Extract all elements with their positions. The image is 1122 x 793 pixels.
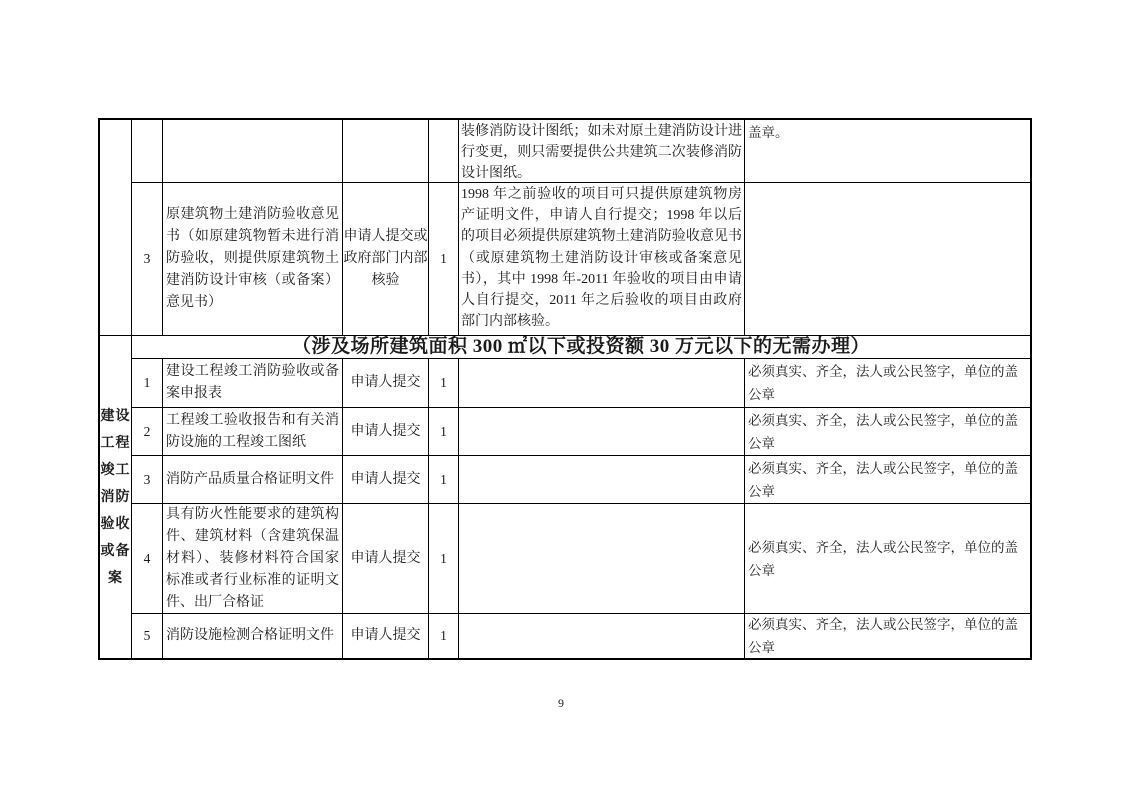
submit-method-cell: 申请人提交 bbox=[342, 503, 428, 613]
explanation-cell bbox=[458, 407, 744, 455]
carryover-explanation: 装修消防设计图纸；如未对原土建消防设计进行变更，则只需要提供公共建筑二次装修消防设计图纸。 bbox=[461, 124, 742, 182]
copies-cell: 1 bbox=[428, 503, 458, 613]
explanation-cell bbox=[458, 503, 744, 613]
remark-cell: 必须真实、齐全，法人或公民签字，单位的盖公章 bbox=[744, 407, 1030, 455]
submit-method-cell: 申请人提交 bbox=[342, 455, 428, 503]
explanation-cell bbox=[458, 613, 744, 658]
explanation-cell bbox=[458, 455, 744, 503]
copies-cell bbox=[428, 120, 458, 182]
copies-cell: 1 bbox=[428, 407, 458, 455]
remark-cell: 必须真实、齐全，法人或公民签字，单位的盖公章 bbox=[744, 503, 1030, 613]
carryover-remark: 盖章。 bbox=[748, 125, 789, 140]
material-name-cell: 原建筑物土建消防验收意见书（如原建筑物暂未进行消防验收，则提供原建筑物土建消防设计审核（或备案）意见书） bbox=[162, 182, 342, 335]
remark-cell: 必须真实、齐全，法人或公民签字，单位的盖公章 bbox=[744, 613, 1030, 658]
section-label: 建设工程竣工消防验收或备案 bbox=[100, 408, 131, 586]
page-number: 9 bbox=[558, 696, 564, 710]
submit-method-cell: 申请人提交 bbox=[342, 358, 428, 407]
material-name-cell: 消防设施检测合格证明文件 bbox=[162, 613, 342, 658]
submit-method-cell bbox=[342, 120, 428, 182]
section-note-row bbox=[131, 335, 1030, 358]
copies-cell: 1 bbox=[428, 613, 458, 658]
copies-cell: 1 bbox=[428, 455, 458, 503]
explanation-cell: 1998 年之前验收的项目可只提供原建筑物房产证明文件，申请人自行提交；1998 年以后的项目必须提供原建筑物土建消防验收意见书（或原建筑物土建消防设计审核或备案意见书），其中 1998 年-2011 年验收的项目由申请人自行提交，2011 年之后验收的项目由政府部门内部核验。 bbox=[458, 182, 744, 335]
material-name-cell: 建设工程竣工消防验收或备案申报表 bbox=[162, 358, 342, 407]
row-number-cell: 4 bbox=[131, 503, 162, 613]
submit-method-cell: 申请人提交 bbox=[342, 407, 428, 455]
explanation-cell bbox=[458, 358, 744, 407]
row-number-cell: 5 bbox=[131, 613, 162, 658]
copies-cell: 1 bbox=[428, 358, 458, 407]
copies-cell: 1 bbox=[428, 182, 458, 335]
section-label-cell-top bbox=[100, 120, 131, 335]
materials-table bbox=[98, 118, 1032, 660]
row-number-cell: 1 bbox=[131, 358, 162, 407]
remark-cell bbox=[744, 120, 1030, 182]
remark-cell bbox=[744, 182, 1030, 335]
section-label-cell bbox=[100, 335, 131, 658]
submit-method-cell: 申请人提交或政府部门内部核验 bbox=[342, 182, 428, 335]
row-number-cell: 3 bbox=[131, 182, 162, 335]
material-name-cell: 消防产品质量合格证明文件 bbox=[162, 455, 342, 503]
material-name-cell: 具有防火性能要求的建筑构件、建筑材料（含建筑保温材料）、装修材料符合国家标准或者行业标准的证明文件、出厂合格证 bbox=[162, 503, 342, 613]
material-name-cell bbox=[162, 120, 342, 182]
row-number-cell: 3 bbox=[131, 455, 162, 503]
remark-cell: 必须真实、齐全，法人或公民签字，单位的盖公章 bbox=[744, 358, 1030, 407]
row-number-cell: 2 bbox=[131, 407, 162, 455]
remark-cell: 必须真实、齐全，法人或公民签字，单位的盖公章 bbox=[744, 455, 1030, 503]
submit-method-cell: 申请人提交 bbox=[342, 613, 428, 658]
section-note-text: （涉及场所建筑面积 300 ㎡以下或投资额 30 万元以下的无需办理） bbox=[291, 336, 870, 357]
row-number-cell bbox=[131, 120, 162, 182]
explanation-cell bbox=[458, 120, 744, 182]
material-name-cell: 工程竣工验收报告和有关消防设施的工程竣工图纸 bbox=[162, 407, 342, 455]
